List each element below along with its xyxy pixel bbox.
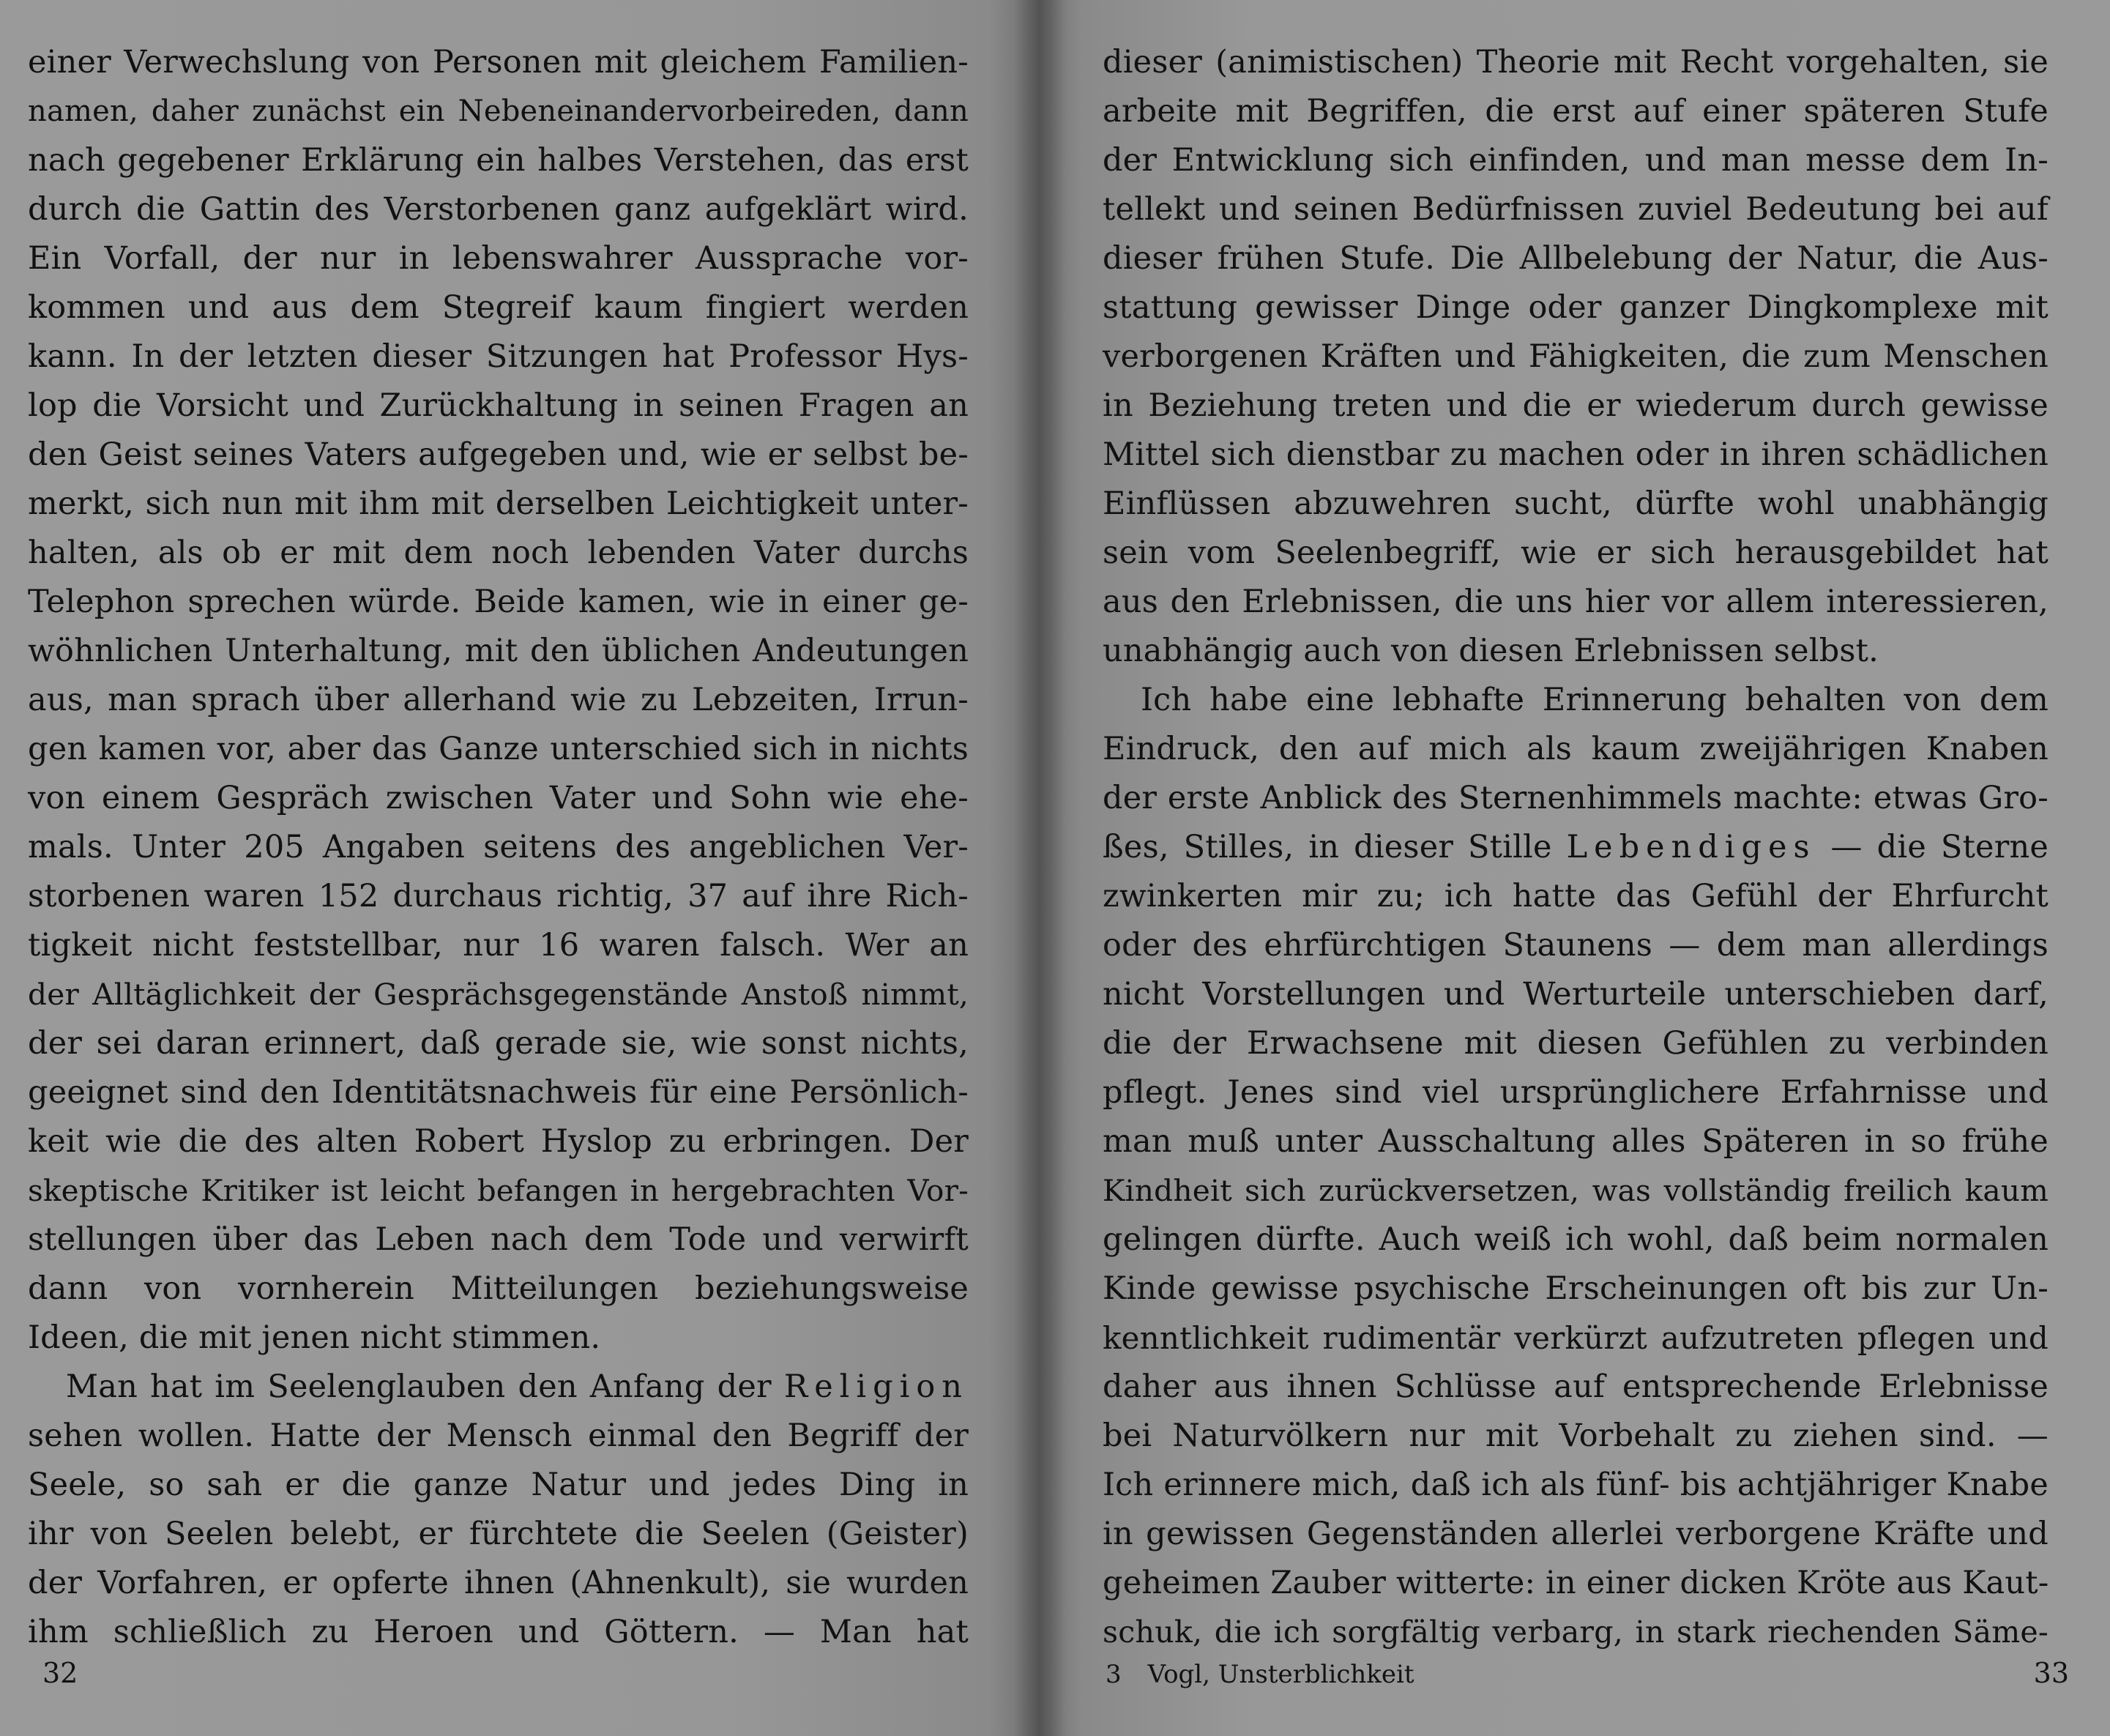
- text-line: dieser frühen Stufe. Die Allbelebung der Natur, die Aus-: [1103, 240, 2049, 277]
- text-line: in gewissen Gegenständen allerlei verborgene Kräfte und: [1103, 1516, 2049, 1552]
- spaced-word: Lebendiges: [1566, 829, 1816, 865]
- text-line: zwinkerten mir zu; ich hatte das Gefühl der Ehrfurcht: [1103, 878, 2049, 914]
- text-line: Kinde gewisse psychische Erscheinungen oft bis zur Un-: [1103, 1270, 2049, 1307]
- text-line: den Geist seines Vaters aufgegeben und, wie er selbst be-: [28, 436, 969, 473]
- text-fragment: ßes, Stilles, in dieser Stille: [1103, 829, 1552, 865]
- text-line: Kindheit sich zurückversetzen, was vollständig freilich kaum: [1103, 1173, 2049, 1208]
- printer-signature: [1106, 1658, 1414, 1691]
- text-line: Einflüssen abzuwehren sucht, dürfte wohl unabhängig: [1103, 485, 2049, 522]
- text-line: [28, 1363, 969, 1412]
- text-line: gen kamen vor, aber das Ganze unterschied sich in nichts: [28, 731, 969, 767]
- text-line: durch die Gattin des Verstorbenen ganz aufgeklärt wird.: [28, 191, 969, 228]
- text-line: dieser (animistischen) Theorie mit Recht vorgehalten, sie: [1103, 44, 2049, 81]
- text-line: unabhängig auch von diesen Erlebnissen selbst.: [1103, 633, 1879, 669]
- text-line: Seele, so sah er die ganze Natur und jedes Ding in: [28, 1467, 969, 1503]
- text-line: der Vorfahren, er opferte ihnen (Ahnenkult), sie wurden: [28, 1565, 969, 1601]
- text-line: Telephon sprechen würde. Beide kamen, wie in einer ge-: [28, 584, 969, 620]
- text-line: einer Verwechslung von Personen mit gleichem Familien-: [28, 44, 969, 81]
- text-line: kommen und aus dem Stegreif kaum fingiert werden: [28, 289, 969, 326]
- text-line: der erste Anblick des Sternenhimmels machte: etwas Gro-: [1103, 780, 2049, 816]
- text-line: aus den Erlebnissen, die uns hier vor allem interessieren,: [1103, 584, 2049, 620]
- text-line: gelingen dürfte. Auch weiß ich wohl, daß beim normalen: [1103, 1221, 2049, 1258]
- text-line: geeignet sind den Identitätsnachweis für eine Persönlich-: [28, 1074, 969, 1111]
- text-line: Eindruck, den auf mich als kaum zweijährigen Knaben: [1103, 731, 2049, 767]
- text-line: Ideen, die mit jenen nicht stimmen.: [28, 1319, 601, 1356]
- text-line: sein vom Seelenbegriff, wie er sich herausgebildet hat: [1103, 534, 2049, 571]
- right-page-text: [1103, 38, 2049, 1657]
- text-line: lop die Vorsicht und Zurückhaltung in seinen Fragen an: [28, 387, 969, 424]
- text-line: Mittel sich dienstbar zu machen oder in ihren schädlichen: [1103, 436, 2049, 473]
- text-line: schuk, die ich sorgfältig verbarg, in stark riechenden Säme-: [1103, 1614, 2049, 1650]
- right-page: [1040, 0, 2110, 1736]
- text-line: skeptische Kritiker ist leicht befangen in hergebrachten Vor-: [28, 1173, 969, 1208]
- text-line: oder des ehrfürchtigen Staunens — dem man allerdings: [1103, 927, 2049, 964]
- text-line: in Beziehung treten und die er wiederum durch gewisse: [1103, 387, 2049, 424]
- text-line: mals. Unter 205 Angaben seitens des angeblichen Ver-: [28, 829, 969, 865]
- text-fragment: Man hat im Seelenglauben den Anfang der: [66, 1368, 772, 1405]
- text-line: halten, als ob er mit dem noch lebenden Vater durchs: [28, 534, 969, 571]
- text-line: dann von vornherein Mitteilungen beziehungsweise: [28, 1270, 969, 1307]
- text-fragment: — die Sterne: [1830, 829, 2049, 865]
- text-line: namen, daher zunächst ein Nebeneinandervorbeireden, dann: [28, 94, 969, 128]
- text-line: [1103, 823, 2049, 872]
- left-page: [0, 0, 1040, 1736]
- text-line: Ein Vorfall, der nur in lebenswahrer Aussprache vor-: [28, 240, 969, 277]
- text-line: tellekt und seinen Bedürfnissen zuviel Bedeutung bei auf: [1103, 191, 2049, 228]
- text-line: stattung gewisser Dinge oder ganzer Dingkomplexe mit: [1103, 289, 2049, 326]
- text-line: kann. In der letzten dieser Sitzungen hat Professor Hys-: [28, 338, 969, 375]
- text-line: aus, man sprach über allerhand wie zu Lebzeiten, Irrun-: [28, 682, 969, 718]
- text-line: kenntlichkeit rudimentär verkürzt aufzutreten pflegen und: [1103, 1320, 2049, 1356]
- text-line: keit wie die des alten Robert Hyslop zu erbringen. Der: [28, 1123, 969, 1160]
- text-line: ihm schließlich zu Heroen und Göttern. — Man hat: [28, 1614, 969, 1650]
- text-line: bei Naturvölkern nur mit Vorbehalt zu ziehen sind. —: [1103, 1418, 2049, 1454]
- text-line: tigkeit nicht feststellbar, nur 16 waren falsch. Wer an: [28, 927, 969, 964]
- text-line: der Entwicklung sich einfinden, und man messe dem In-: [1103, 142, 2049, 179]
- text-line: Ich erinnere mich, daß ich als fünf- bis achtjähriger Knabe: [1103, 1467, 2049, 1503]
- text-line: von einem Gespräch zwischen Vater und Sohn wie ehe-: [28, 780, 969, 816]
- text-line: daher aus ihnen Schlüsse auf entsprechende Erlebnisse: [1103, 1368, 2049, 1405]
- page-number-left: 32: [42, 1657, 78, 1689]
- text-line: man muß unter Ausschaltung alles Späteren in so frühe: [1103, 1123, 2049, 1160]
- text-line: wöhnlichen Unterhaltung, mit den üblichen Andeutungen: [28, 633, 969, 669]
- page-number-right: 33: [2033, 1657, 2069, 1689]
- text-line: ihr von Seelen belebt, er fürchtete die Seelen (Geister): [28, 1516, 969, 1552]
- text-line: geheimen Zauber witterte: in einer dicken Kröte aus Kaut-: [1103, 1565, 2049, 1601]
- text-line: stellungen über das Leben nach dem Tode und verwirft: [28, 1221, 969, 1258]
- text-line: die der Erwachsene mit diesen Gefühlen zu verbinden: [1103, 1025, 2049, 1062]
- spaced-word: Religion: [783, 1368, 969, 1405]
- left-page-text: [28, 38, 969, 1657]
- text-line: nach gegebener Erklärung ein halbes Verstehen, das erst: [28, 142, 969, 179]
- text-line: Ich habe eine lebhafte Erinnerung behalten von dem: [1141, 682, 2049, 718]
- text-line: sehen wollen. Hatte der Mensch einmal den Begriff der: [28, 1418, 969, 1454]
- text-line: storbenen waren 152 durchaus richtig, 37 auf ihre Rich-: [28, 878, 969, 914]
- text-line: verborgenen Kräften und Fähigkeiten, die zum Menschen: [1103, 338, 2049, 375]
- signature-number: 3: [1106, 1660, 1122, 1689]
- text-line: pflegt. Jenes sind viel ursprünglichere Erfahrnisse und: [1103, 1074, 2049, 1111]
- signature-title: Vogl, Unsterblichkeit: [1147, 1660, 1414, 1689]
- text-line: nicht Vorstellungen und Werturteile unterschieben darf,: [1103, 976, 2049, 1013]
- text-line: der sei daran erinnert, daß gerade sie, wie sonst nichts,: [28, 1025, 969, 1062]
- text-line: der Alltäglichkeit der Gesprächsgegenstände Anstoß nimmt,: [28, 977, 969, 1012]
- text-line: merkt, sich nun mit ihm mit derselben Leichtigkeit unter-: [28, 485, 969, 522]
- text-line: arbeite mit Begriffen, die erst auf einer späteren Stufe: [1103, 93, 2049, 130]
